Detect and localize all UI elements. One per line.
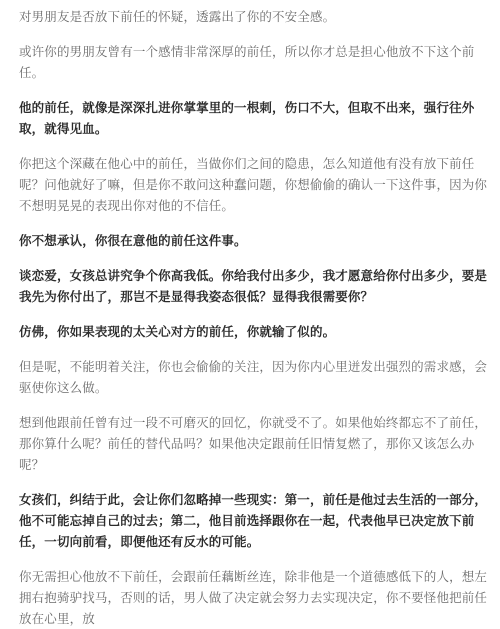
paragraph-10: 女孩们，纠结于此，会让你们忽略掉一些现实：第一，前任是他过去生活的一部分，他不可能忘掉自己的过去；第二，他目前选择跟你在一起，代表他早已决定放下前任，一切向前看，即便他还有反水的可能。 — [19, 492, 488, 549]
paragraph-1: 对男朋友是否放下前任的怀疑，透露出了你的不安全感。 — [19, 9, 336, 24]
paragraph-6: 谈恋爱，女孩总讲究争个你高我低。你给我付出多少，我才愿意给你付出多少，要是我先为你付出了，那岂不是显得我姿态很低？显得我很需要你？ — [19, 268, 488, 304]
paragraph-4: 你把这个深藏在他心中的前任，当做你们之间的隐患，怎么知道他有没有放下前任呢？问他就好了嘛，但是你不敢问这种蠢问题，你想偷偷的确认一下这件事，因为你不想明晃晃的表现出你对他的不信任。 — [19, 156, 488, 213]
paragraph-2: 或许你的男朋友曾有一个感情非常深厚的前任，所以你才总是担心他放不下这个前任。 — [19, 44, 475, 80]
paragraph-9: 想到他跟前任曾有过一段不可磨灭的回忆，你就受不了。如果他始终都忘不了前任，那你算什么呢？前任的替代品吗？如果他决定跟前任旧情复燃了，那你又该怎么办呢？ — [19, 415, 488, 472]
paragraph-11: 你无需担心他放不下前任，会跟前任藕断丝连，除非他是一个道德感低下的人，想左拥右抱骑驴找马，否则的话，男人做了决定就会努力去实现决定，你不要怪他把前任放在心里，放 — [19, 569, 488, 626]
paragraph-7: 仿佛，你如果表现的太关心对方的前任，你就输了似的。 — [19, 324, 336, 339]
paragraph-3: 他的前任，就像是深深扎进你掌掌里的一根刺，伤口不大，但取不出来，强行往外取，就得见血。 — [19, 100, 475, 136]
paragraph-5: 你不想承认，你很在意他的前任这件事。 — [19, 233, 247, 248]
paragraph-8: 但是呢，不能明着关注，你也会偷偷的关注，因为你内心里迸发出强烈的需求感，会驱使你这么做。 — [19, 359, 488, 395]
